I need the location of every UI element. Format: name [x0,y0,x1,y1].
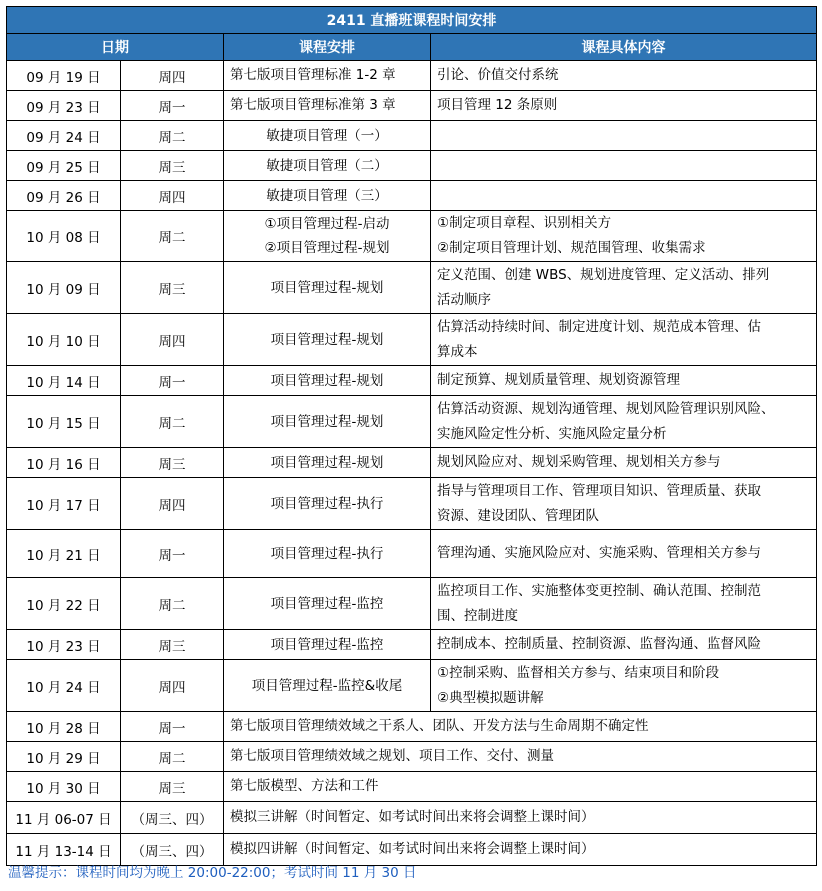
content-line: ①制定项目章程、识别相关方 [437,215,612,231]
header-date: 日期 [7,34,224,61]
content-line: 指导与管理项目工作、管理项目知识、管理质量、获取 [437,482,761,499]
cell-weekday: 周三 [121,772,224,802]
cell-weekday: 周四 [121,660,224,712]
schedule-line: 敏捷项目管理（二） [266,157,388,174]
cell-date: 10 月 21 日 [7,530,121,578]
cell-merged-content: 模拟三讲解（时间暂定、如考试时间出来将会调整上课时间） [224,802,817,834]
cell-content [431,314,817,366]
cell-schedule [224,448,431,478]
cell-date: 09 月 23 日 [7,91,121,121]
content-line: 定义范围、创建 WBS、规划进度管理、定义活动、排列 [437,266,770,283]
cell-content [431,262,817,314]
cell-weekday: 周四 [121,61,224,91]
cell-date: 09 月 24 日 [7,121,121,151]
content-line: 控制成本、控制质量、控制资源、监督沟通、监督风险 [437,636,761,652]
cell-date: 11 月 13-14 日 [7,834,121,866]
schedule-line: ①项目管理过程-启动 [264,216,390,232]
header-row [7,34,817,61]
content-line: 引论、价值交付系统 [437,67,559,83]
cell-content [431,121,817,151]
table-row [7,61,817,91]
table-title: 2411 直播班课程时间安排 [7,7,817,34]
content-line: 围、控制进度 [437,607,518,624]
content-line: 管理沟通、实施风险应对、实施采购、管理相关方参与 [437,545,761,561]
table-row [7,772,817,802]
cell-schedule [224,151,431,181]
cell-date: 10 月 16 日 [7,448,121,478]
cell-weekday: 周二 [121,742,224,772]
cell-date: 10 月 08 日 [7,211,121,262]
content-line: ②典型模拟题讲解 [437,689,544,706]
table-row [7,742,817,772]
cell-date: 10 月 09 日 [7,262,121,314]
cell-schedule [224,121,431,151]
cell-content [431,578,817,630]
cell-merged-content: 第七版项目管理绩效域之规划、项目工作、交付、测量 [224,742,817,772]
cell-content [431,630,817,660]
content-line: ①控制采购、监督相关方参与、结束项目和阶段 [437,664,720,681]
cell-weekday: 周一 [121,366,224,396]
schedule-line: 项目管理过程-监控&收尾 [251,677,403,694]
cell-date: 10 月 17 日 [7,478,121,530]
cell-weekday: 周二 [121,121,224,151]
schedule-line: 项目管理过程-监控 [270,595,384,612]
cell-date: 11 月 06-07 日 [7,802,121,834]
cell-content [431,211,817,262]
cell-schedule [224,91,431,121]
table-row [7,181,817,211]
header-schedule: 课程安排 [224,34,431,61]
content-line: 算成本 [437,343,478,360]
cell-content [431,91,817,121]
cell-date: 10 月 28 日 [7,712,121,742]
cell-schedule [224,630,431,660]
cell-schedule [224,660,431,712]
cell-date: 10 月 24 日 [7,660,121,712]
cell-weekday: 周一 [121,530,224,578]
cell-content [431,448,817,478]
cell-schedule [224,262,431,314]
cell-merged-content: 模拟四讲解（时间暂定、如考试时间出来将会调整上课时间） [224,834,817,866]
cell-date: 10 月 30 日 [7,772,121,802]
cell-weekday: 周四 [121,314,224,366]
cell-date: 10 月 22 日 [7,578,121,630]
table-row [7,121,817,151]
table-row [7,530,817,578]
cell-date: 09 月 19 日 [7,61,121,91]
cell-weekday: （周三、四） [121,802,224,834]
cell-date: 10 月 10 日 [7,314,121,366]
cell-schedule [224,314,431,366]
cell-content [431,396,817,448]
content-line: 资源、建设团队、管理团队 [437,507,599,524]
cell-date: 09 月 25 日 [7,151,121,181]
cell-weekday: 周四 [121,181,224,211]
schedule-line: 项目管理过程-规划 [270,413,384,430]
cell-schedule [224,578,431,630]
table-row [7,712,817,742]
cell-content [431,151,817,181]
cell-weekday: 周三 [121,630,224,660]
content-line: ②制定项目管理计划、规范围管理、收集需求 [437,240,706,256]
cell-content [431,478,817,530]
cell-weekday: 周一 [121,91,224,121]
cell-merged-content: 第七版项目管理绩效域之干系人、团队、开发方法与生命周期不确定性 [224,712,817,742]
header-content: 课程具体内容 [431,34,817,61]
cell-date: 09 月 26 日 [7,181,121,211]
cell-schedule [224,530,431,578]
table-row [7,366,817,396]
content-line: 活动顺序 [437,291,491,308]
cell-schedule [224,366,431,396]
cell-weekday: 周二 [121,578,224,630]
table-row [7,802,817,834]
cell-weekday: 周三 [121,262,224,314]
cell-content [431,366,817,396]
cell-weekday: 周四 [121,478,224,530]
table-row [7,448,817,478]
cell-content [431,181,817,211]
cell-weekday: （周三、四） [121,834,224,866]
schedule-table [6,6,817,866]
table-row [7,578,817,630]
table-row [7,314,817,366]
title-row [7,7,817,34]
cell-weekday: 周三 [121,448,224,478]
schedule-line: 敏捷项目管理（三） [266,187,388,204]
cell-merged-content: 第七版模型、方法和工件 [224,772,817,802]
cell-date: 10 月 15 日 [7,396,121,448]
table-row [7,478,817,530]
schedule-table-wrapper [6,6,816,866]
schedule-line: 项目管理过程-执行 [270,545,384,562]
cell-weekday: 周一 [121,712,224,742]
schedule-line: ②项目管理过程-规划 [264,240,390,256]
cell-schedule [224,478,431,530]
cell-content [431,530,817,578]
table-row [7,262,817,314]
schedule-line: 第七版项目管理标准 1-2 章 [230,67,396,83]
table-row [7,630,817,660]
cell-date: 10 月 29 日 [7,742,121,772]
cell-schedule [224,181,431,211]
content-line: 实施风险定性分析、实施风险定量分析 [437,425,667,442]
schedule-line: 项目管理过程-规划 [270,372,384,389]
schedule-line: 敏捷项目管理（一） [266,127,388,144]
cell-weekday: 周二 [121,211,224,262]
table-row [7,91,817,121]
cell-schedule [224,396,431,448]
cell-date: 10 月 14 日 [7,366,121,396]
table-row [7,151,817,181]
table-row [7,396,817,448]
cell-date: 10 月 23 日 [7,630,121,660]
cell-content [431,660,817,712]
table-row [7,211,817,262]
table-row [7,660,817,712]
content-line: 估算活动持续时间、制定进度计划、规范成本管理、估 [437,318,761,335]
footer-note: 温馨提示：课程时间均为晚上 20:00-22:00；考试时间 11 月 30 日 [8,865,417,881]
schedule-line: 第七版项目管理标准第 3 章 [230,97,396,113]
schedule-line: 项目管理过程-监控 [270,636,384,653]
cell-weekday: 周三 [121,151,224,181]
schedule-line: 项目管理过程-规划 [270,454,384,471]
content-line: 估算活动资源、规划沟通管理、规划风险管理识别风险、 [437,400,775,417]
cell-schedule [224,61,431,91]
schedule-line: 项目管理过程-规划 [270,331,384,348]
content-line: 监控项目工作、实施整体变更控制、确认范围、控制范 [437,582,761,599]
content-line: 规划风险应对、规划采购管理、规划相关方参与 [437,454,721,470]
cell-content [431,61,817,91]
content-line: 项目管理 12 条原则 [437,97,558,113]
schedule-line: 项目管理过程-规划 [270,279,384,296]
cell-weekday: 周二 [121,396,224,448]
content-line: 制定预算、规划质量管理、规划资源管理 [437,372,680,388]
cell-schedule [224,211,431,262]
schedule-line: 项目管理过程-执行 [270,495,384,512]
